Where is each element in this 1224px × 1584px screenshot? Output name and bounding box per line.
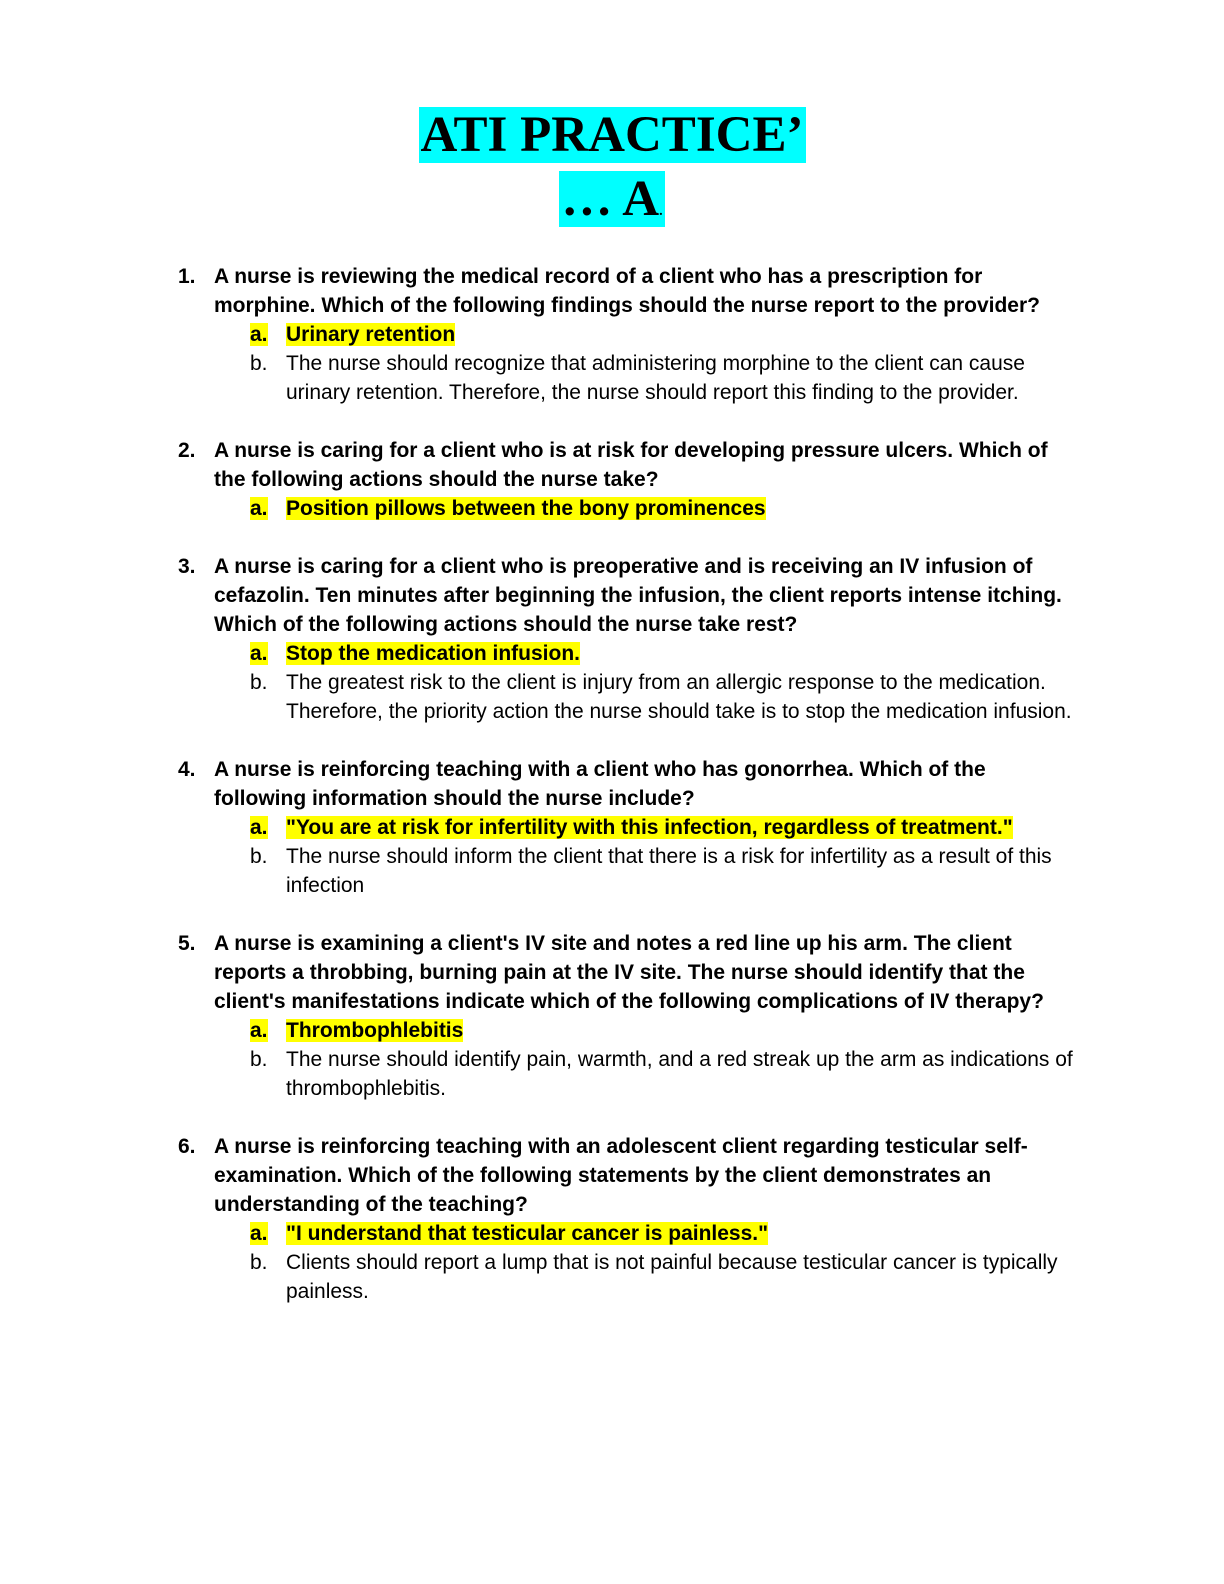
rationale-text: The nurse should identify pain, warmth, and a red streak up the arm as indications of thrombophlebitis. [286,1048,1073,1100]
answer-text-highlight: Urinary retention [286,323,456,346]
question-item [0,262,1224,407]
option-letter [250,1016,268,1045]
page-subtitle-text [559,171,664,227]
rationale-text: The nurse should inform the client that there is a risk for infertility as a result of this infection [286,845,1052,897]
answer-letter-highlight: a. [250,816,268,839]
rationale-text: The nurse should recognize that administering morphine to the client can cause urinary retention. Therefore, the nurse should report this finding to the provider. [286,352,1025,404]
answer-option [0,494,1224,523]
question-text: A nurse is reviewing the medical record of a client who has a prescription for morphine. Which of the following findings should the nurse report to the provider? [214,265,1040,317]
page-title-text: ATI PRACTICE’ [420,107,804,163]
question-number: 3. [178,555,196,578]
answer-option [0,639,1224,668]
option-letter [250,320,268,349]
option-letter [250,494,268,523]
page-subtitle [0,170,1224,241]
answer-option [0,1016,1224,1045]
answer-text-highlight: Thrombophlebitis [286,1019,464,1042]
question-number: 4. [178,758,196,781]
question-number: 1. [178,265,196,288]
answer-letter-highlight: a. [250,1222,268,1245]
page-subtitle-suffix: . [659,204,663,219]
page-subtitle-main: … A [561,171,660,227]
answer-letter-highlight: a. [250,1019,268,1042]
question-text: A nurse is examining a client's IV site and notes a red line up his arm. The client reports a throbbing, burning pain at the IV site. The nurse should identify that the client's manifestations indicate which of the following complications of IV therapy? [214,932,1044,1013]
option-letter: b. [250,1251,268,1274]
question-number: 2. [178,439,196,462]
option-letter [250,639,268,668]
answer-text [286,494,1076,523]
question-text: A nurse is reinforcing teaching with a client who has gonorrhea. Which of the following information should the nurse include? [214,758,986,810]
option-letter: b. [250,671,268,694]
rationale-option [0,842,1224,900]
page-title [0,106,1224,164]
question-item [0,552,1224,726]
answer-letter-highlight: a. [250,323,268,346]
question-item [0,929,1224,1103]
rationale-text: Clients should report a lump that is not painful because testicular cancer is typically painless. [286,1251,1058,1303]
answer-text-highlight: "You are at risk for infertility with this infection, regardless of treatment." [286,816,1013,839]
answer-text [286,639,1076,668]
rationale-option [0,1045,1224,1103]
option-letter: b. [250,1048,268,1071]
option-letter [250,1219,268,1248]
answer-text [286,320,1076,349]
answer-letter-highlight: a. [250,642,268,665]
rationale-option [0,1248,1224,1306]
question-text: A nurse is reinforcing teaching with an adolescent client regarding testicular self-examination. Which of the following statements by the client demonstrates an understanding of the teaching? [214,1135,1028,1216]
question-text: A nurse is caring for a client who is at risk for developing pressure ulcers. Which of the following actions should the nurse take? [214,439,1048,491]
option-letter: b. [250,845,268,868]
rationale-option [0,668,1224,726]
answer-text-highlight: Stop the medication infusion. [286,642,580,665]
answer-text-highlight: "I understand that testicular cancer is painless." [286,1222,769,1245]
question-item [0,436,1224,523]
option-letter [250,813,268,842]
question-number: 5. [178,932,196,955]
option-letter: b. [250,352,268,375]
answer-text [286,1016,1076,1045]
rationale-option [0,349,1224,407]
question-item [0,1132,1224,1306]
answer-option [0,320,1224,349]
answer-text [286,813,1076,842]
answer-option [0,813,1224,842]
answer-letter-highlight: a. [250,497,268,520]
answer-option [0,1219,1224,1248]
question-number: 6. [178,1135,196,1158]
answer-text [286,1219,1076,1248]
rationale-text: The greatest risk to the client is injury from an allergic response to the medication. Therefore, the priority action the nurse should take is to stop the medication infusion. [286,671,1072,723]
question-item [0,755,1224,900]
question-list [0,262,1224,1335]
answer-text-highlight: Position pillows between the bony prominences [286,497,766,520]
question-text: A nurse is caring for a client who is preoperative and is receiving an IV infusion of cefazolin. Ten minutes after beginning the infusion, the client reports intense itching. Which of the following actions should the nurse take rest? [214,555,1062,636]
